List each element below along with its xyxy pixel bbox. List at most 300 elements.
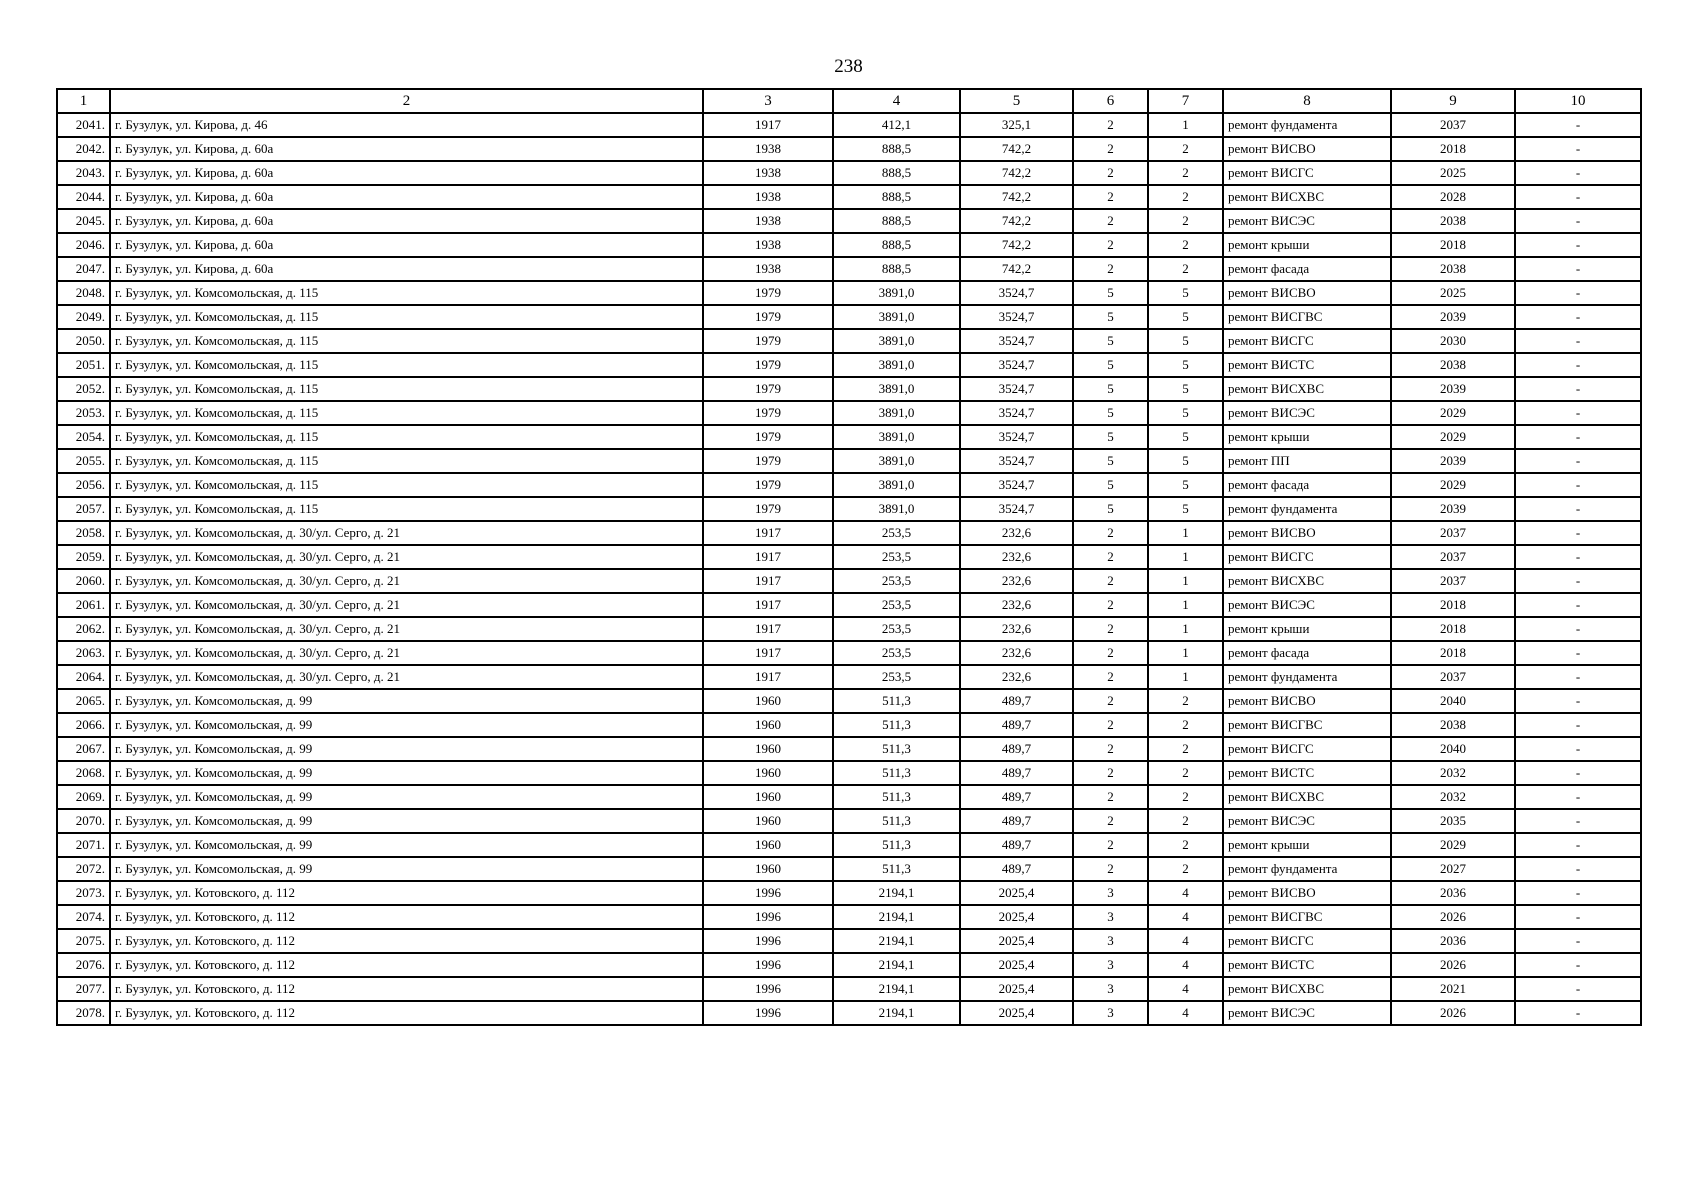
cell-row-number: 2041. [57, 113, 110, 137]
cell-work-type: ремонт фасада [1223, 641, 1391, 665]
cell-work-type: ремонт фундамента [1223, 497, 1391, 521]
cell-build-year: 1917 [703, 617, 833, 641]
cell-work-type: ремонт фундамента [1223, 113, 1391, 137]
cell-total-area: 3891,0 [833, 377, 960, 401]
cell-build-year: 1979 [703, 329, 833, 353]
cell-work-type: ремонт ВИСВО [1223, 281, 1391, 305]
cell-floors: 2 [1073, 209, 1148, 233]
cell-row-number: 2045. [57, 209, 110, 233]
cell-address: г. Бузулук, ул. Комсомольская, д. 30/ул. Серго, д. 21 [110, 569, 703, 593]
cell-living-area: 489,7 [960, 761, 1073, 785]
cell-total-area: 3891,0 [833, 449, 960, 473]
cell-entrances: 2 [1148, 713, 1223, 737]
cell-entrances: 4 [1148, 929, 1223, 953]
cell-entrances: 4 [1148, 1001, 1223, 1025]
header-row [57, 89, 1641, 113]
cell-row-number: 2076. [57, 953, 110, 977]
cell-row-number: 2065. [57, 689, 110, 713]
cell-row-number: 2048. [57, 281, 110, 305]
cell-row-number: 2056. [57, 473, 110, 497]
cell-note: - [1515, 761, 1641, 785]
cell-entrances: 5 [1148, 353, 1223, 377]
cell-note: - [1515, 833, 1641, 857]
cell-living-area: 742,2 [960, 209, 1073, 233]
cell-total-area: 511,3 [833, 833, 960, 857]
table-row [57, 593, 1641, 617]
table-row [57, 809, 1641, 833]
cell-living-area: 489,7 [960, 713, 1073, 737]
table-row [57, 665, 1641, 689]
column-header: 2 [110, 89, 703, 113]
cell-address: г. Бузулук, ул. Комсомольская, д. 115 [110, 425, 703, 449]
cell-note: - [1515, 329, 1641, 353]
cell-entrances: 5 [1148, 425, 1223, 449]
cell-entrances: 2 [1148, 761, 1223, 785]
cell-entrances: 1 [1148, 521, 1223, 545]
cell-address: г. Бузулук, ул. Комсомольская, д. 99 [110, 761, 703, 785]
cell-build-year: 1996 [703, 953, 833, 977]
cell-row-number: 2066. [57, 713, 110, 737]
cell-row-number: 2073. [57, 881, 110, 905]
cell-note: - [1515, 257, 1641, 281]
cell-entrances: 5 [1148, 473, 1223, 497]
cell-planned-year: 2030 [1391, 329, 1515, 353]
cell-planned-year: 2025 [1391, 161, 1515, 185]
cell-living-area: 232,6 [960, 569, 1073, 593]
table-row [57, 689, 1641, 713]
cell-address: г. Бузулук, ул. Котовского, д. 112 [110, 905, 703, 929]
cell-address: г. Бузулук, ул. Котовского, д. 112 [110, 1001, 703, 1025]
cell-work-type: ремонт крыши [1223, 425, 1391, 449]
table-row [57, 377, 1641, 401]
cell-living-area: 3524,7 [960, 401, 1073, 425]
cell-entrances: 2 [1148, 809, 1223, 833]
cell-floors: 2 [1073, 785, 1148, 809]
cell-total-area: 888,5 [833, 233, 960, 257]
cell-total-area: 2194,1 [833, 929, 960, 953]
cell-planned-year: 2037 [1391, 521, 1515, 545]
cell-planned-year: 2032 [1391, 785, 1515, 809]
table-row [57, 713, 1641, 737]
cell-entrances: 2 [1148, 257, 1223, 281]
cell-living-area: 2025,4 [960, 1001, 1073, 1025]
cell-build-year: 1938 [703, 209, 833, 233]
cell-build-year: 1979 [703, 281, 833, 305]
cell-work-type: ремонт фундамента [1223, 665, 1391, 689]
cell-floors: 2 [1073, 833, 1148, 857]
table-row [57, 353, 1641, 377]
cell-row-number: 2062. [57, 617, 110, 641]
cell-work-type: ремонт ВИСЭС [1223, 209, 1391, 233]
cell-note: - [1515, 185, 1641, 209]
cell-address: г. Бузулук, ул. Комсомольская, д. 115 [110, 497, 703, 521]
cell-row-number: 2072. [57, 857, 110, 881]
cell-work-type: ремонт крыши [1223, 833, 1391, 857]
cell-address: г. Бузулук, ул. Комсомольская, д. 99 [110, 737, 703, 761]
cell-work-type: ремонт ВИСХВС [1223, 377, 1391, 401]
table-row [57, 497, 1641, 521]
cell-living-area: 3524,7 [960, 449, 1073, 473]
cell-row-number: 2043. [57, 161, 110, 185]
table-row [57, 425, 1641, 449]
cell-planned-year: 2037 [1391, 545, 1515, 569]
cell-row-number: 2052. [57, 377, 110, 401]
cell-entrances: 2 [1148, 137, 1223, 161]
cell-entrances: 2 [1148, 737, 1223, 761]
cell-planned-year: 2028 [1391, 185, 1515, 209]
table-row [57, 977, 1641, 1001]
cell-address: г. Бузулук, ул. Комсомольская, д. 115 [110, 281, 703, 305]
table-row [57, 281, 1641, 305]
cell-floors: 2 [1073, 857, 1148, 881]
cell-work-type: ремонт ВИСЭС [1223, 1001, 1391, 1025]
cell-address: г. Бузулук, ул. Комсомольская, д. 115 [110, 305, 703, 329]
cell-address: г. Бузулук, ул. Комсомольская, д. 115 [110, 473, 703, 497]
cell-address: г. Бузулук, ул. Кирова, д. 46 [110, 113, 703, 137]
cell-address: г. Бузулук, ул. Котовского, д. 112 [110, 977, 703, 1001]
cell-row-number: 2067. [57, 737, 110, 761]
cell-living-area: 742,2 [960, 137, 1073, 161]
cell-build-year: 1960 [703, 737, 833, 761]
cell-note: - [1515, 953, 1641, 977]
cell-work-type: ремонт ВИСГВС [1223, 713, 1391, 737]
cell-work-type: ремонт ВИСВО [1223, 881, 1391, 905]
cell-work-type: ремонт крыши [1223, 233, 1391, 257]
table-row [57, 929, 1641, 953]
column-header: 5 [960, 89, 1073, 113]
cell-note: - [1515, 209, 1641, 233]
cell-build-year: 1917 [703, 593, 833, 617]
cell-address: г. Бузулук, ул. Кирова, д. 60а [110, 161, 703, 185]
cell-entrances: 5 [1148, 401, 1223, 425]
cell-work-type: ремонт ВИСВО [1223, 521, 1391, 545]
cell-planned-year: 2039 [1391, 497, 1515, 521]
cell-row-number: 2044. [57, 185, 110, 209]
cell-living-area: 489,7 [960, 737, 1073, 761]
cell-work-type: ремонт ВИСТС [1223, 353, 1391, 377]
cell-entrances: 5 [1148, 281, 1223, 305]
table-row [57, 521, 1641, 545]
cell-address: г. Бузулук, ул. Комсомольская, д. 30/ул. Серго, д. 21 [110, 665, 703, 689]
cell-floors: 2 [1073, 185, 1148, 209]
cell-row-number: 2049. [57, 305, 110, 329]
cell-floors: 2 [1073, 569, 1148, 593]
cell-address: г. Бузулук, ул. Комсомольская, д. 99 [110, 785, 703, 809]
cell-planned-year: 2038 [1391, 209, 1515, 233]
cell-floors: 2 [1073, 617, 1148, 641]
table-row [57, 857, 1641, 881]
cell-address: г. Бузулук, ул. Кирова, д. 60а [110, 257, 703, 281]
cell-build-year: 1960 [703, 785, 833, 809]
cell-build-year: 1960 [703, 833, 833, 857]
cell-work-type: ремонт ВИСГВС [1223, 905, 1391, 929]
cell-living-area: 3524,7 [960, 425, 1073, 449]
cell-entrances: 5 [1148, 305, 1223, 329]
cell-entrances: 1 [1148, 665, 1223, 689]
cell-total-area: 2194,1 [833, 953, 960, 977]
cell-work-type: ремонт фундамента [1223, 857, 1391, 881]
cell-work-type: ремонт ВИСВО [1223, 137, 1391, 161]
cell-planned-year: 2029 [1391, 473, 1515, 497]
cell-build-year: 1917 [703, 569, 833, 593]
cell-total-area: 253,5 [833, 593, 960, 617]
cell-address: г. Бузулук, ул. Комсомольская, д. 30/ул. Серго, д. 21 [110, 521, 703, 545]
cell-note: - [1515, 377, 1641, 401]
cell-planned-year: 2029 [1391, 425, 1515, 449]
cell-address: г. Бузулук, ул. Комсомольская, д. 30/ул. Серго, д. 21 [110, 545, 703, 569]
cell-address: г. Бузулук, ул. Комсомольская, д. 99 [110, 833, 703, 857]
cell-entrances: 1 [1148, 593, 1223, 617]
cell-total-area: 511,3 [833, 809, 960, 833]
cell-row-number: 2055. [57, 449, 110, 473]
table-row [57, 737, 1641, 761]
cell-living-area: 3524,7 [960, 329, 1073, 353]
cell-total-area: 3891,0 [833, 497, 960, 521]
cell-build-year: 1979 [703, 425, 833, 449]
cell-row-number: 2060. [57, 569, 110, 593]
cell-note: - [1515, 689, 1641, 713]
cell-floors: 3 [1073, 953, 1148, 977]
cell-build-year: 1917 [703, 545, 833, 569]
cell-planned-year: 2037 [1391, 113, 1515, 137]
cell-living-area: 742,2 [960, 185, 1073, 209]
cell-address: г. Бузулук, ул. Комсомольская, д. 115 [110, 329, 703, 353]
cell-floors: 3 [1073, 881, 1148, 905]
cell-living-area: 232,6 [960, 593, 1073, 617]
cell-total-area: 2194,1 [833, 905, 960, 929]
cell-build-year: 1960 [703, 809, 833, 833]
cell-build-year: 1917 [703, 641, 833, 665]
cell-floors: 5 [1073, 353, 1148, 377]
cell-work-type: ремонт ВИСГВС [1223, 305, 1391, 329]
cell-entrances: 2 [1148, 185, 1223, 209]
cell-living-area: 232,6 [960, 545, 1073, 569]
cell-total-area: 3891,0 [833, 473, 960, 497]
column-header: 10 [1515, 89, 1641, 113]
cell-planned-year: 2038 [1391, 353, 1515, 377]
cell-living-area: 2025,4 [960, 881, 1073, 905]
cell-planned-year: 2018 [1391, 137, 1515, 161]
cell-work-type: ремонт ВИСЭС [1223, 593, 1391, 617]
cell-work-type: ремонт ПП [1223, 449, 1391, 473]
cell-planned-year: 2036 [1391, 881, 1515, 905]
cell-total-area: 3891,0 [833, 401, 960, 425]
cell-floors: 5 [1073, 401, 1148, 425]
cell-entrances: 2 [1148, 785, 1223, 809]
column-header: 3 [703, 89, 833, 113]
cell-note: - [1515, 137, 1641, 161]
cell-note: - [1515, 737, 1641, 761]
cell-note: - [1515, 113, 1641, 137]
cell-build-year: 1996 [703, 1001, 833, 1025]
cell-floors: 2 [1073, 257, 1148, 281]
table-row [57, 545, 1641, 569]
cell-work-type: ремонт ВИСТС [1223, 761, 1391, 785]
cell-build-year: 1917 [703, 113, 833, 137]
cell-work-type: ремонт ВИСХВС [1223, 185, 1391, 209]
cell-total-area: 888,5 [833, 137, 960, 161]
cell-living-area: 2025,4 [960, 905, 1073, 929]
cell-address: г. Бузулук, ул. Комсомольская, д. 99 [110, 689, 703, 713]
cell-floors: 2 [1073, 737, 1148, 761]
cell-total-area: 2194,1 [833, 1001, 960, 1025]
cell-address: г. Бузулук, ул. Комсомольская, д. 115 [110, 353, 703, 377]
table-row [57, 257, 1641, 281]
cell-living-area: 489,7 [960, 857, 1073, 881]
cell-note: - [1515, 641, 1641, 665]
table-row [57, 137, 1641, 161]
cell-total-area: 511,3 [833, 689, 960, 713]
cell-work-type: ремонт ВИСГС [1223, 329, 1391, 353]
cell-build-year: 1979 [703, 305, 833, 329]
cell-build-year: 1996 [703, 977, 833, 1001]
cell-total-area: 888,5 [833, 257, 960, 281]
cell-build-year: 1960 [703, 761, 833, 785]
cell-address: г. Бузулук, ул. Котовского, д. 112 [110, 929, 703, 953]
cell-total-area: 888,5 [833, 185, 960, 209]
cell-row-number: 2059. [57, 545, 110, 569]
cell-planned-year: 2037 [1391, 569, 1515, 593]
cell-floors: 3 [1073, 905, 1148, 929]
cell-row-number: 2070. [57, 809, 110, 833]
cell-note: - [1515, 425, 1641, 449]
cell-floors: 2 [1073, 713, 1148, 737]
cell-planned-year: 2029 [1391, 833, 1515, 857]
cell-row-number: 2058. [57, 521, 110, 545]
cell-note: - [1515, 905, 1641, 929]
cell-address: г. Бузулук, ул. Комсомольская, д. 115 [110, 377, 703, 401]
table-row [57, 185, 1641, 209]
cell-build-year: 1996 [703, 929, 833, 953]
cell-note: - [1515, 281, 1641, 305]
cell-living-area: 3524,7 [960, 497, 1073, 521]
cell-floors: 5 [1073, 329, 1148, 353]
table-row [57, 113, 1641, 137]
cell-work-type: ремонт крыши [1223, 617, 1391, 641]
cell-planned-year: 2018 [1391, 233, 1515, 257]
table-row [57, 233, 1641, 257]
cell-planned-year: 2021 [1391, 977, 1515, 1001]
cell-planned-year: 2037 [1391, 665, 1515, 689]
cell-total-area: 3891,0 [833, 305, 960, 329]
cell-planned-year: 2027 [1391, 857, 1515, 881]
cell-planned-year: 2018 [1391, 641, 1515, 665]
cell-build-year: 1996 [703, 881, 833, 905]
cell-entrances: 1 [1148, 641, 1223, 665]
cell-total-area: 253,5 [833, 521, 960, 545]
table-row [57, 833, 1641, 857]
column-header: 4 [833, 89, 960, 113]
cell-floors: 5 [1073, 497, 1148, 521]
cell-total-area: 3891,0 [833, 329, 960, 353]
cell-note: - [1515, 233, 1641, 257]
cell-planned-year: 2039 [1391, 305, 1515, 329]
cell-address: г. Бузулук, ул. Комсомольская, д. 115 [110, 401, 703, 425]
cell-note: - [1515, 401, 1641, 425]
cell-total-area: 3891,0 [833, 425, 960, 449]
cell-note: - [1515, 497, 1641, 521]
cell-work-type: ремонт ВИСХВС [1223, 785, 1391, 809]
cell-note: - [1515, 473, 1641, 497]
cell-address: г. Бузулук, ул. Комсомольская, д. 30/ул. Серго, д. 21 [110, 641, 703, 665]
table-row [57, 449, 1641, 473]
cell-address: г. Бузулук, ул. Комсомольская, д. 30/ул. Серго, д. 21 [110, 593, 703, 617]
cell-row-number: 2069. [57, 785, 110, 809]
cell-note: - [1515, 809, 1641, 833]
cell-build-year: 1960 [703, 857, 833, 881]
cell-work-type: ремонт ВИСЭС [1223, 401, 1391, 425]
cell-total-area: 511,3 [833, 737, 960, 761]
cell-address: г. Бузулук, ул. Кирова, д. 60а [110, 233, 703, 257]
cell-note: - [1515, 593, 1641, 617]
cell-note: - [1515, 929, 1641, 953]
cell-floors: 5 [1073, 425, 1148, 449]
cell-living-area: 232,6 [960, 665, 1073, 689]
cell-note: - [1515, 1001, 1641, 1025]
cell-floors: 2 [1073, 809, 1148, 833]
cell-floors: 2 [1073, 521, 1148, 545]
cell-living-area: 3524,7 [960, 473, 1073, 497]
cell-total-area: 3891,0 [833, 281, 960, 305]
cell-address: г. Бузулук, ул. Котовского, д. 112 [110, 953, 703, 977]
cell-entrances: 2 [1148, 161, 1223, 185]
page-number: 238 [834, 56, 863, 77]
table-row [57, 305, 1641, 329]
cell-work-type: ремонт ВИСХВС [1223, 569, 1391, 593]
cell-row-number: 2053. [57, 401, 110, 425]
cell-floors: 2 [1073, 545, 1148, 569]
cell-build-year: 1938 [703, 185, 833, 209]
cell-living-area: 489,7 [960, 809, 1073, 833]
cell-total-area: 511,3 [833, 785, 960, 809]
table-row [57, 209, 1641, 233]
cell-entrances: 1 [1148, 545, 1223, 569]
cell-entrances: 4 [1148, 953, 1223, 977]
cell-floors: 3 [1073, 1001, 1148, 1025]
table-row [57, 329, 1641, 353]
cell-entrances: 5 [1148, 329, 1223, 353]
cell-living-area: 3524,7 [960, 281, 1073, 305]
table-row [57, 569, 1641, 593]
cell-row-number: 2057. [57, 497, 110, 521]
cell-work-type: ремонт ВИСГС [1223, 737, 1391, 761]
cell-row-number: 2071. [57, 833, 110, 857]
cell-floors: 2 [1073, 665, 1148, 689]
cell-floors: 2 [1073, 233, 1148, 257]
cell-row-number: 2064. [57, 665, 110, 689]
cell-floors: 2 [1073, 593, 1148, 617]
housing-repair-table [56, 88, 1642, 1026]
cell-living-area: 489,7 [960, 689, 1073, 713]
column-header: 1 [57, 89, 110, 113]
table-row [57, 761, 1641, 785]
cell-note: - [1515, 569, 1641, 593]
column-header: 8 [1223, 89, 1391, 113]
cell-living-area: 232,6 [960, 521, 1073, 545]
cell-living-area: 232,6 [960, 641, 1073, 665]
cell-total-area: 2194,1 [833, 881, 960, 905]
table-row [57, 617, 1641, 641]
cell-total-area: 511,3 [833, 857, 960, 881]
cell-note: - [1515, 449, 1641, 473]
cell-row-number: 2046. [57, 233, 110, 257]
column-header: 9 [1391, 89, 1515, 113]
cell-planned-year: 2026 [1391, 1001, 1515, 1025]
cell-build-year: 1960 [703, 713, 833, 737]
cell-row-number: 2078. [57, 1001, 110, 1025]
cell-address: г. Бузулук, ул. Комсомольская, д. 115 [110, 449, 703, 473]
cell-planned-year: 2036 [1391, 929, 1515, 953]
